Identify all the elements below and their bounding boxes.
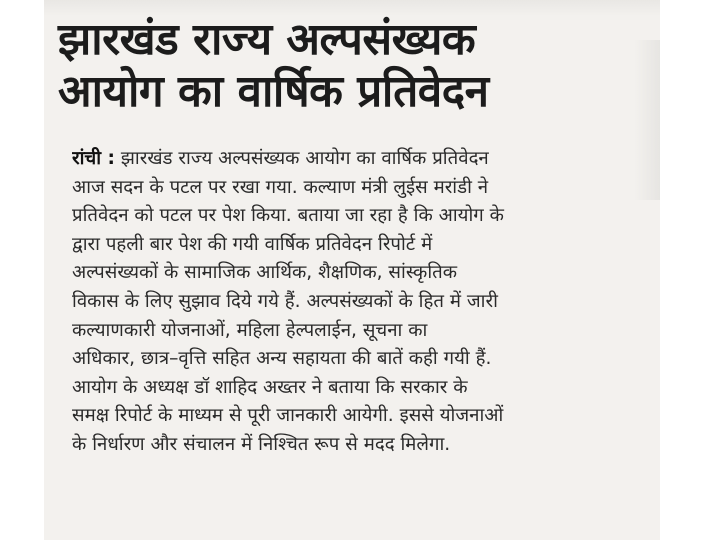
headline-line-2: आयोग का वार्षिक प्रतिवेदन xyxy=(58,66,489,117)
body-line: प्रतिवेदन को पटल पर पेश किया. बताया जा रहा है कि आयोग के xyxy=(72,205,504,227)
body-line xyxy=(72,145,644,174)
body-line: द्वारा पहली बार पेश की गयी वार्षिक प्रतिवेदन रिपोर्ट में xyxy=(72,233,433,255)
headline-line-1: झारखंड राज्य अल्पसंख्यक xyxy=(58,14,476,65)
body-line: आज सदन के पटल पर रखा गया. कल्याण मंत्री लुईस मरांडी ने xyxy=(72,176,489,198)
dateline: रांची : xyxy=(72,148,115,169)
body-line: आयोग के अध्यक्ष डॉ शाहिद अख्तर ने बताया कि सरकार के xyxy=(72,376,468,398)
body-line: समक्ष रिपोर्ट के माध्यम से पूरी जानकारी आयेगी. इससे योजनाओं xyxy=(72,405,504,427)
body-line: विकास के लिए सुझाव दिये गये हैं. अल्पसंख्यकों के हित में जारी xyxy=(72,290,498,312)
body-line: के निर्धारण और संचालन में निश्चित रूप से मदद मिलेगा. xyxy=(72,433,451,455)
body-line: अल्पसंख्यकों के सामाजिक आर्थिक, शैक्षणिक, सांस्कृतिक xyxy=(72,262,458,284)
newspaper-clipping xyxy=(44,0,660,540)
article-body xyxy=(72,145,644,460)
body-line-text: झारखंड राज्य अल्पसंख्यक आयोग का वार्षिक प्रतिवेदन xyxy=(120,148,489,169)
article-headline xyxy=(58,14,644,118)
body-line: अधिकार, छात्र–वृत्ति सहित अन्य सहायता की बातें कही गयी हैं. xyxy=(72,348,492,370)
body-line: कल्याणकारी योजनाओं, महिला हेल्पलाईन, सूचना का xyxy=(72,319,428,341)
